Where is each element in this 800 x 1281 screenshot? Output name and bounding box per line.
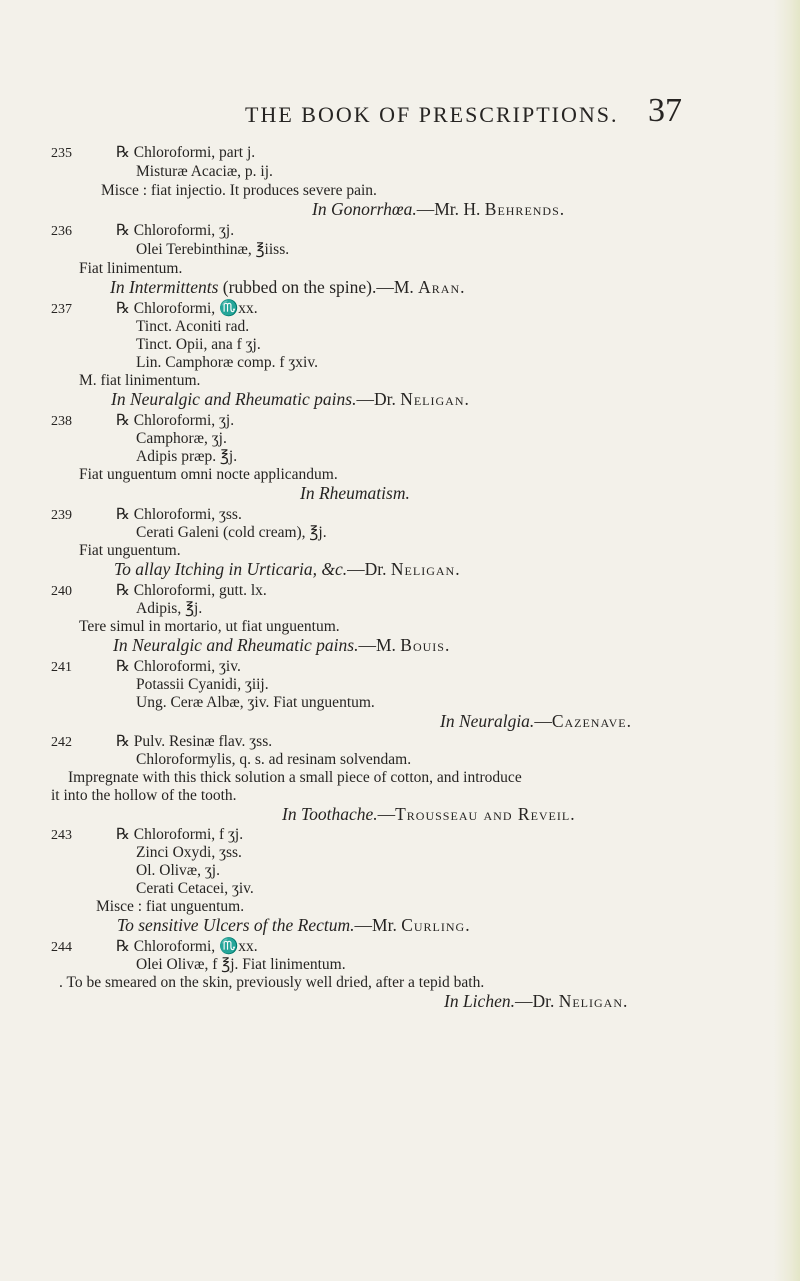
ingredient-line: ℞ Chloroformi, ʒj.	[116, 412, 235, 429]
direction-line: Fiat unguentum omni nocte applicandum.	[79, 466, 338, 483]
attribution	[440, 711, 632, 731]
attribution-prefix: —	[534, 711, 552, 731]
attribution	[114, 559, 461, 579]
ingredient-line: Ol. Olivæ, ʒj.	[136, 862, 220, 879]
prescription-number: 237	[51, 302, 72, 317]
page-edge	[774, 0, 800, 1281]
prescription-number: 244	[51, 940, 72, 955]
author-name: Behrends.	[484, 199, 566, 219]
indication: In Intermittents	[110, 277, 219, 297]
ingredient-line: Camphoræ, ʒj.	[136, 430, 227, 447]
attribution	[111, 389, 470, 409]
attribution	[312, 199, 565, 219]
attribution-prefix: —Dr.	[514, 991, 559, 1011]
ingredient-line: ℞ Pulv. Resinæ flav. ʒss.	[116, 733, 273, 750]
direction-line: M. fiat linimentum.	[79, 372, 201, 389]
direction-line: Misce : fiat injectio. It produces severe pain.	[101, 182, 377, 199]
ingredient-line: ℞ Chloroformi, ʒj.	[116, 222, 235, 239]
attribution-prefix: —Mr. H.	[416, 199, 485, 219]
ingredient-line: Cerati Cetacei, ʒiv.	[136, 880, 254, 897]
attribution	[113, 635, 450, 655]
direction-line: Fiat linimentum.	[79, 260, 183, 277]
author-name: Aran.	[418, 277, 466, 297]
attribution-prefix: —Dr.	[356, 389, 401, 409]
prescription-number: 241	[51, 660, 72, 675]
ingredient-line: Ung. Ceræ Albæ, ʒiv. Fiat unguentum.	[136, 694, 375, 711]
attribution-prefix: —	[377, 804, 396, 824]
direction-line: . To be smeared on the skin, previously well dried, after a tepid bath.	[59, 974, 485, 991]
indication: In Neuralgia.	[440, 711, 535, 731]
ingredient-line: Lin. Camphoræ comp. f ʒxiv.	[136, 354, 318, 371]
attribution	[282, 804, 576, 824]
attribution	[110, 277, 466, 297]
ingredient-line: ℞ Chloroformi, ʒiv.	[116, 658, 241, 675]
indication: In Neuralgic and Rheumatic pains.	[113, 635, 359, 655]
author-name: Neligan.	[390, 559, 461, 579]
indication: In Neuralgic and Rheumatic pains.	[111, 389, 357, 409]
prescription-number: 239	[51, 508, 72, 523]
attribution-prefix: —Dr.	[347, 559, 391, 579]
indication: In Toothache.	[282, 804, 378, 824]
author-name: Cazenave.	[551, 711, 632, 731]
direction-line: Fiat unguentum.	[79, 542, 181, 559]
page-number: 37	[648, 92, 682, 129]
ingredient-line: ℞ Chloroformi, ♏xx.	[116, 938, 258, 955]
author-name: Bouis.	[400, 635, 451, 655]
ingredient-line: Olei Olivæ, f ℥j. Fiat linimentum.	[136, 956, 346, 973]
ingredient-line: Adipis præp. ℥j.	[136, 448, 238, 465]
indication: In Rheumatism.	[300, 483, 410, 503]
author-name: Neligan.	[400, 389, 470, 409]
direction-line: Impregnate with this thick solution a small piece of cotton, and introduce	[68, 769, 522, 786]
author-name: Curling.	[401, 915, 471, 935]
prescription-number: 242	[51, 735, 72, 750]
prescription-number: 240	[51, 584, 72, 599]
author-name: Neligan.	[558, 991, 629, 1011]
ingredient-line: Tinct. Aconiti rad.	[136, 318, 250, 335]
ingredient-line: Zinci Oxydi, ʒss.	[136, 844, 242, 861]
page-header	[0, 92, 800, 140]
direction-line: it into the hollow of the tooth.	[51, 787, 237, 804]
ingredient-line: ℞ Chloroformi, gutt. lx.	[116, 582, 267, 599]
attribution	[444, 991, 628, 1011]
indication: In Gonorrhœa.	[312, 199, 417, 219]
attribution	[117, 915, 471, 935]
ingredient-line: Olei Terebinthinæ, ℥iiss.	[136, 241, 290, 258]
prescription-number: 235	[51, 146, 72, 161]
ingredient-line: ℞ Chloroformi, part j.	[116, 144, 256, 161]
attribution-prefix: —Mr.	[354, 915, 402, 935]
indication: To allay Itching in Urticaria, &c.	[114, 559, 348, 579]
ingredient-line: ℞ Chloroformi, ♏xx.	[116, 300, 258, 317]
ingredient-line: Tinct. Opii, ana f ʒj.	[136, 336, 261, 353]
prescription-number: 238	[51, 414, 72, 429]
indication: To sensitive Ulcers of the Rectum.	[117, 915, 355, 935]
attribution-prefix: —M.	[358, 635, 401, 655]
ingredient-line: Chloroformylis, q. s. ad resinam solvendam.	[136, 751, 412, 768]
ingredient-line: Potassii Cyanidi, ʒiij.	[136, 676, 269, 693]
prescription-number: 236	[51, 224, 72, 239]
attribution-prefix: (rubbed on the spine).—M.	[218, 277, 419, 297]
ingredient-line: Cerati Galeni (cold cream), ℥j.	[136, 524, 327, 541]
direction-line: Tere simul in mortario, ut fiat unguentum.	[79, 618, 340, 635]
ingredient-line: Adipis, ℥j.	[136, 600, 203, 617]
prescription-number: 243	[51, 828, 72, 843]
indication: In Lichen.	[444, 991, 515, 1011]
direction-line: Misce : fiat unguentum.	[96, 898, 245, 915]
author-name: Trousseau and Reveil.	[395, 804, 576, 824]
running-title: THE BOOK OF PRESCRIPTIONS.	[245, 102, 619, 127]
ingredient-line: ℞ Chloroformi, ʒss.	[116, 506, 242, 523]
ingredient-line: Misturæ Acaciæ, p. ij.	[136, 163, 273, 180]
ingredient-line: ℞ Chloroformi, f ʒj.	[116, 826, 244, 843]
attribution	[300, 483, 410, 503]
